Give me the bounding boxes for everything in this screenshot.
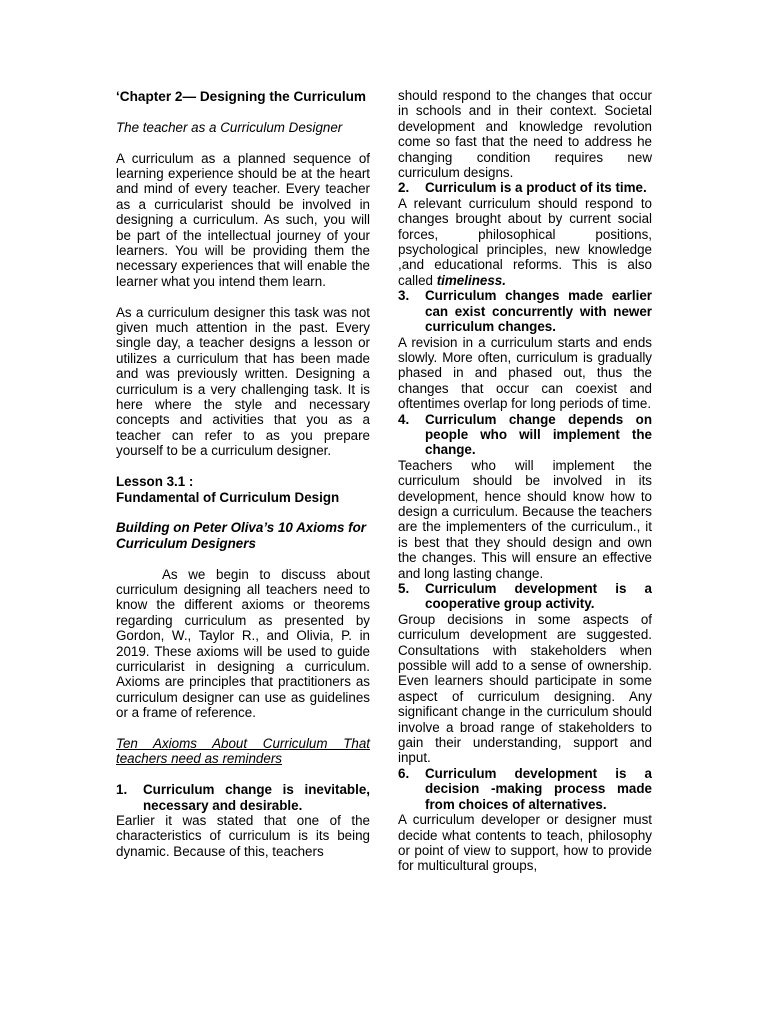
axiom-2-text: A relevant curriculum should respond to changes brought about by current social forces, philosophical positions, psychological principles, new knowledge ,and educational reforms. This is also called timeliness. xyxy=(398,195,652,288)
axiom-5-text: Group decisions in some aspects of curriculum development are suggested. Consultations with stakeholders when possible will add to a sense of ownership. Even learners should participate in some aspect of curriculum designing. Any significant change in the curriculum should involve a broad range of stakeholders to gain their understanding, support and input. xyxy=(398,611,652,766)
axiom-1-number: 1. xyxy=(116,782,128,798)
left-column xyxy=(116,88,370,859)
lesson-label: Lesson 3.1 : xyxy=(116,474,194,490)
axiom-4-title: Curriculum change depends on people who will implement the change. xyxy=(425,411,652,458)
ten-axioms-heading: Ten Axioms About Curriculum That teachers need as reminders xyxy=(116,735,370,767)
axiom-6-number: 6. xyxy=(398,765,410,781)
intro-paragraph-1: A curriculum as a planned sequence of learning experience should be at the heart and mind of every teacher. Every teacher as a curricularist should be involved in designing a curriculum. As such, you will be part of the intellectual journey of your learners. You will be providing them the necessary experiences that will enable the learner what you intend them learn. xyxy=(116,150,370,289)
axiom-4-text: Teachers who will implement the curriculum should be involved in its development, hence should know how to design a curriculum. Because the teachers are the implementers of the curriculum., it is best that they should design and own the changes. This will ensure an effective and long lasting change. xyxy=(398,457,652,581)
section-heading: Building on Peter Oliva’s 10 Axioms for Curriculum Designers xyxy=(116,520,367,551)
axiom-3-title: Curriculum changes made earlier can exist concurrently with newer curriculum changes. xyxy=(425,288,652,335)
axiom-2-title: Curriculum is a product of its time. xyxy=(425,180,647,196)
intro-paragraph-2: As a curriculum designer this task was not given much attention in the past. Every single day, a teacher designs a lesson or utilizes a curriculum that has been made and was previously written. Designing a curriculum is a very challenging task. It is here where the style and necessary concepts and activities that you as a teacher can refer to as you prepare yourself to be a curriculum designer. xyxy=(116,304,370,459)
axiom-6-text: A curriculum developer or designer must decide what contents to teach, philosophy or point of view to support, how to provide for multicultural groups, xyxy=(398,812,652,874)
axiom-4-number: 4. xyxy=(398,411,410,427)
axiom-6-title: Curriculum development is a decision -making process made from choices of alternatives. xyxy=(425,765,652,812)
lesson-title: Fundamental of Curriculum Design xyxy=(116,489,340,505)
axiom-3-heading xyxy=(398,288,652,334)
section-subtitle: The teacher as a Curriculum Designer xyxy=(116,119,343,135)
axiom-1-text-continued: should respond to the changes that occur in schools and in their context. Societal development and knowledge revolution come so fast that the need to address he changing condition requires new curriculum designs. xyxy=(398,88,652,181)
axiom-1-heading xyxy=(116,782,370,813)
axiom-3-text: A revision in a curriculum starts and ends slowly. More often, curriculum is gradually phased in and phased out, thus the changes that occur can coexist and oftentimes overlap for long periods of time. xyxy=(398,334,652,412)
axiom-5-title: Curriculum development is a cooperative group activity. xyxy=(425,581,652,612)
axiom-4-heading xyxy=(398,412,652,458)
right-column xyxy=(398,88,652,874)
axiom-5-number: 5. xyxy=(398,581,410,596)
axiom-1-title: Curriculum change is inevitable, necessary and desirable. xyxy=(143,782,370,813)
chapter-title: ‘Chapter 2— Designing the Curriculum xyxy=(116,89,367,104)
axiom-5-heading xyxy=(398,581,652,612)
axiom-2-heading xyxy=(398,180,652,195)
axiom-2-number: 2. xyxy=(398,180,410,196)
axioms-intro-paragraph: As we begin to discuss about curriculum designing all teachers need to know the different axioms or theorems regarding curriculum as presented by Gordon, W., Taylor R., and Olivia, P. in 2019. These axioms will be used to guide curricularist in designing a curriculum. Axioms are principles that practitioners as curriculum designer can use as guidelines or a frame of reference. xyxy=(116,566,370,721)
axiom-6-heading xyxy=(398,766,652,812)
axiom-1-text: Earlier it was stated that one of the characteristics of curriculum is its being dynamic. Because of this, teachers xyxy=(116,812,370,859)
timeliness-term: timeliness. xyxy=(436,272,506,288)
axiom-3-number: 3. xyxy=(398,288,410,304)
